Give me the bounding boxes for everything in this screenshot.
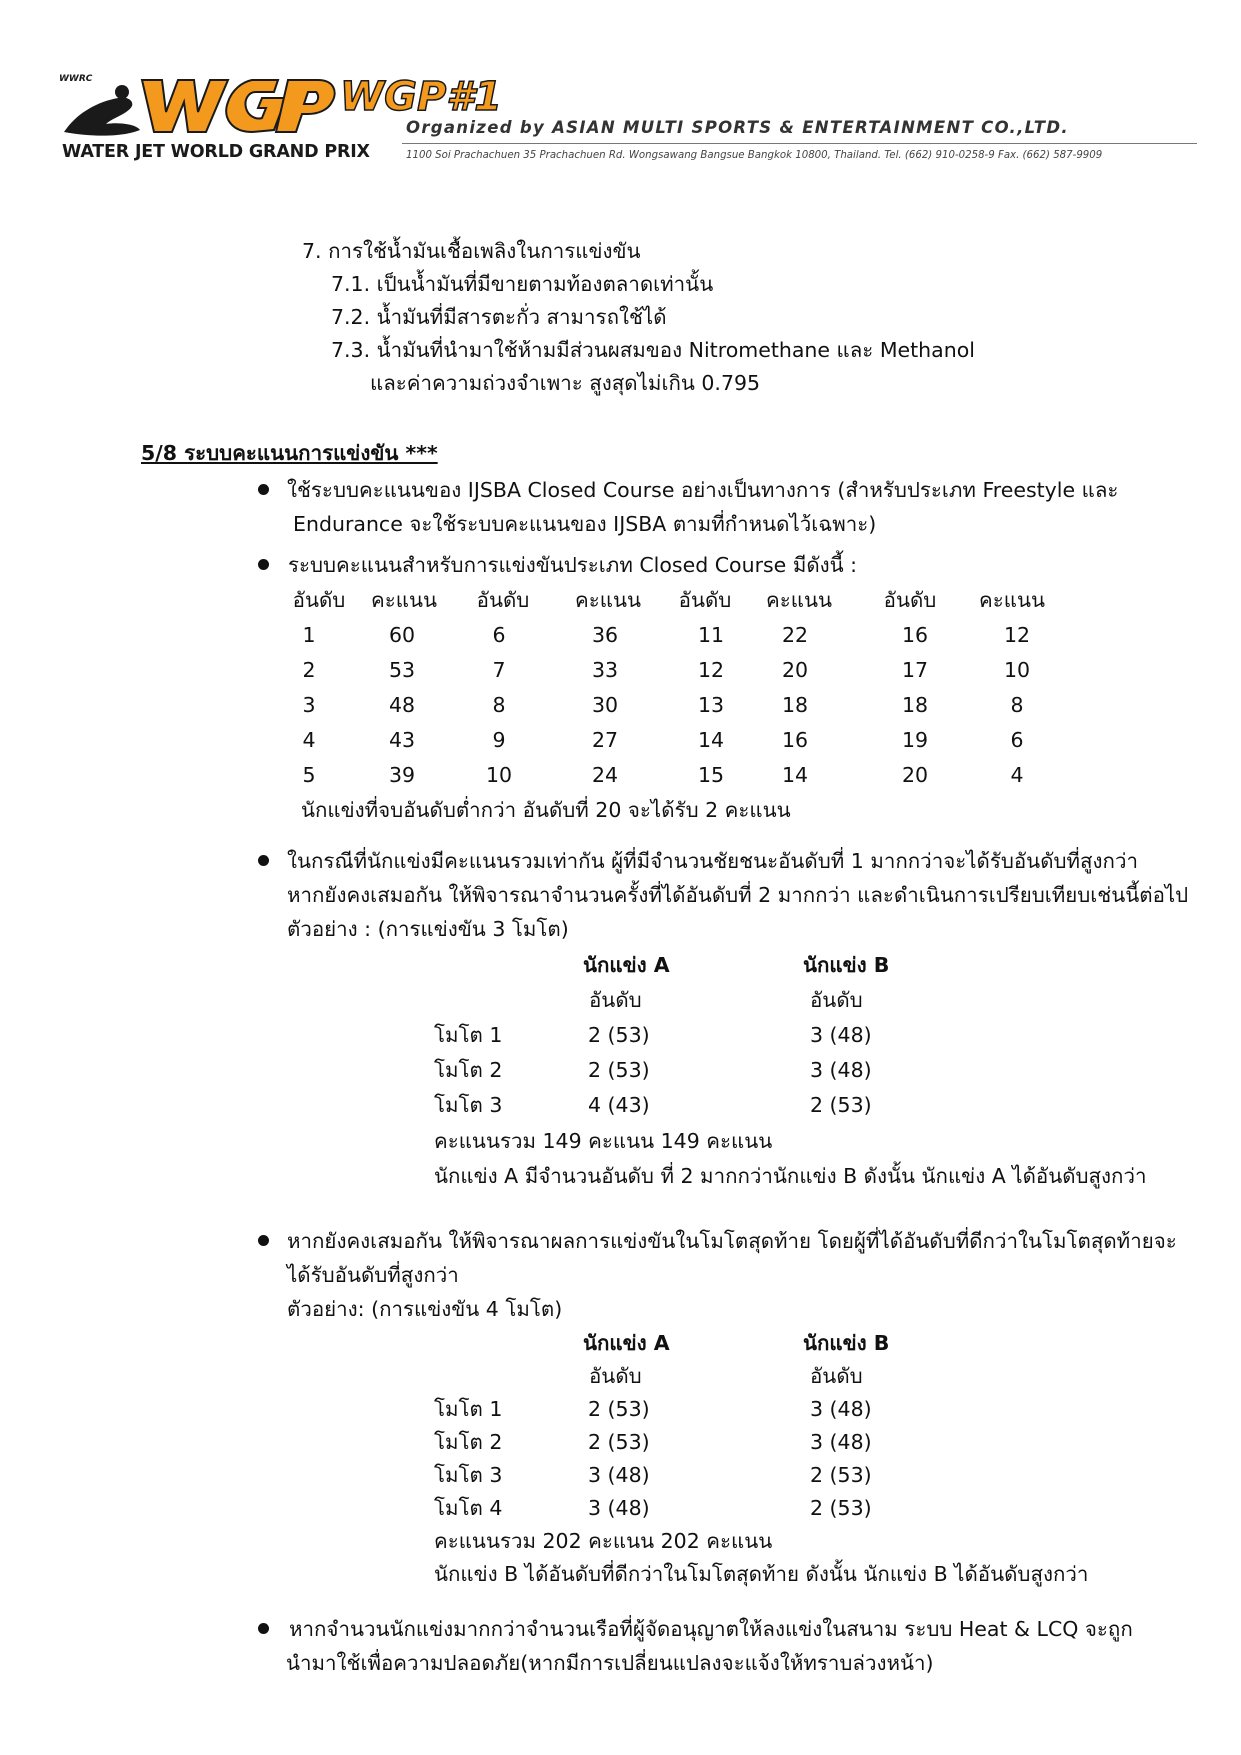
points-cell: 39	[388, 763, 416, 787]
points-cell: 7	[492, 658, 506, 682]
points-cell: 27	[591, 728, 619, 752]
points-cell: 5	[302, 763, 316, 787]
points-header-rank: อันดับ	[292, 588, 346, 612]
points-cell: 13	[697, 693, 725, 717]
example1-a-result: 4 (43)	[588, 1093, 650, 1117]
example1-moto: โมโต 3	[434, 1093, 503, 1117]
organizer-text: Organized by ASIAN MULTI SPORTS & ENTERTAINMENT CO.,LTD.	[406, 118, 1069, 137]
logo-main-text: WGP#1	[340, 74, 502, 120]
b5-line-2: นำมาใช้เพื่อความปลอดภัย(หากมีการเปลี่ยนแปลงจะแจ้งให้ทราบล่วงหน้า)	[286, 1651, 934, 1675]
points-cell: 17	[901, 658, 929, 682]
points-header-rank: อันดับ	[678, 588, 732, 612]
example2-rider-a: นักแข่ง A	[583, 1331, 670, 1355]
points-cell: 53	[388, 658, 416, 682]
points-cell: 14	[697, 728, 725, 752]
points-cell: 1	[302, 623, 316, 647]
points-cell: 12	[697, 658, 725, 682]
example2-result: นักแข่ง B ได้อันดับที่ดีกว่าในโมโตสุดท้าย ดังนั้น นักแข่ง B ได้อันดับสูงกว่า	[434, 1562, 1089, 1586]
points-cell: 16	[901, 623, 929, 647]
points-cell: 24	[591, 763, 619, 787]
points-cell: 10	[485, 763, 513, 787]
fuel-item-2: 7.2. น้ำมันที่มีสารตะกั่ว สามารถใช้ได้	[331, 305, 667, 329]
bullet-icon	[258, 559, 269, 570]
points-cell: 4	[1010, 763, 1024, 787]
points-header-rank: อันดับ	[476, 588, 530, 612]
points-header-points: คะแนน	[575, 588, 641, 612]
bullet-icon	[258, 1623, 269, 1634]
points-header-points: คะแนน	[766, 588, 832, 612]
bullet-icon	[258, 855, 269, 866]
header-divider	[402, 143, 1197, 144]
example1-b-result: 2 (53)	[810, 1093, 872, 1117]
example2-b-result: 2 (53)	[810, 1496, 872, 1520]
example1-result: นักแข่ง A มีจำนวนอันดับ ที่ 2 มากกว่านักแข่ง B ดังนั้น นักแข่ง A ได้อันดับสูงกว่า	[434, 1164, 1147, 1188]
example2-rank-a: อันดับ	[589, 1364, 642, 1388]
b3-line-2: หากยังคงเสมอกัน ให้พิจารณาจำนวนครั้งที่ได้อันดับที่ 2 มากกว่า และดำเนินการเปรียบเทียบเช่นนี้ต่อไป	[287, 883, 1189, 907]
fuel-item-3-cont: และค่าความถ่วงจำเพาะ สูงสุดไม่เกิน 0.795	[370, 371, 761, 395]
fuel-item-1: 7.1. เป็นน้ำมันที่มีขายตามท้องตลาดเท่านั้น	[331, 272, 714, 296]
wgp-logo	[56, 72, 502, 168]
points-cell: 14	[781, 763, 809, 787]
points-cell: 20	[901, 763, 929, 787]
logo-small-text: WWRC	[59, 74, 93, 84]
example2-b-result: 3 (48)	[810, 1430, 872, 1454]
example2-moto: โมโต 4	[434, 1496, 503, 1520]
example1-rider-a: นักแข่ง A	[583, 953, 670, 977]
b1-line-2: Endurance จะใช้ระบบคะแนนของ IJSBA ตามที่กำหนดไว้เฉพาะ)	[293, 512, 877, 536]
points-cell: 18	[901, 693, 929, 717]
example1-rank-b: อันดับ	[810, 988, 863, 1012]
logo-caption: WATER JET WORLD GRAND PRIX	[62, 142, 370, 162]
example2-a-result: 3 (48)	[588, 1463, 650, 1487]
points-cell: 12	[1003, 623, 1031, 647]
points-cell: 4	[302, 728, 316, 752]
section-title: 5/8 ระบบคะแนนการแข่งขัน ***	[141, 441, 438, 465]
example2-a-result: 2 (53)	[588, 1430, 650, 1454]
points-cell: 10	[1003, 658, 1031, 682]
example2-moto: โมโต 3	[434, 1463, 503, 1487]
points-cell: 48	[388, 693, 416, 717]
points-cell: 20	[781, 658, 809, 682]
b4-line-2: ได้รับอันดับที่สูงกว่า	[287, 1263, 459, 1287]
example2-total: คะแนนรวม 202 คะแนน 202 คะแนน	[434, 1529, 773, 1553]
example2-b-result: 2 (53)	[810, 1463, 872, 1487]
points-cell: 19	[901, 728, 929, 752]
points-cell: 6	[492, 623, 506, 647]
b3-example: ตัวอย่าง : (การแข่งขัน 3 โมโต)	[287, 917, 569, 941]
points-cell: 22	[781, 623, 809, 647]
points-header-points: คะแนน	[371, 588, 437, 612]
example2-moto: โมโต 2	[434, 1430, 503, 1454]
points-cell: 30	[591, 693, 619, 717]
points-header-rank: อันดับ	[883, 588, 937, 612]
points-cell: 2	[302, 658, 316, 682]
b1-line-1: ใช้ระบบคะแนนของ IJSBA Closed Course อย่างเป็นทางการ (สำหรับประเภท Freestyle และ	[287, 478, 1119, 502]
points-header-points: คะแนน	[979, 588, 1045, 612]
points-cell: 8	[492, 693, 506, 717]
points-cell: 36	[591, 623, 619, 647]
b4-example: ตัวอย่าง: (การแข่งขัน 4 โมโต)	[287, 1297, 563, 1321]
points-cell: 18	[781, 693, 809, 717]
b2-line-1: ระบบคะแนนสำหรับการแข่งขันประเภท Closed Course มีดังนี้ :	[288, 553, 858, 577]
example2-moto: โมโต 1	[434, 1397, 503, 1421]
address-text: 1100 Soi Prachachuen 35 Prachachuen Rd. Wongsawang Bangsue Bangkok 10800, Thailand. Tel. (662) 910-0258-9 Fax. (662) 587-9909	[406, 150, 1103, 161]
example2-rank-b: อันดับ	[810, 1364, 863, 1388]
example2-rider-b: นักแข่ง B	[803, 1331, 890, 1355]
points-cell: 60	[388, 623, 416, 647]
example2-b-result: 3 (48)	[810, 1397, 872, 1421]
fuel-heading: 7. การใช้น้ำมันเชื้อเพลิงในการแข่งขัน	[302, 239, 641, 263]
example1-b-result: 3 (48)	[810, 1058, 872, 1082]
points-cell: 15	[697, 763, 725, 787]
points-cell: 33	[591, 658, 619, 682]
example1-rank-a: อันดับ	[589, 988, 642, 1012]
example1-a-result: 2 (53)	[588, 1058, 650, 1082]
points-cell: 16	[781, 728, 809, 752]
example1-total: คะแนนรวม 149 คะแนน 149 คะแนน	[434, 1129, 773, 1153]
points-cell: 6	[1010, 728, 1024, 752]
points-cell: 8	[1010, 693, 1024, 717]
bullet-icon	[258, 484, 269, 495]
b4-line-1: หากยังคงเสมอกัน ให้พิจารณาผลการแข่งขันในโมโตสุดท้าย โดยผู้ที่ได้อันดับที่ดีกว่าในโมโตสุดท้ายจะ	[287, 1229, 1177, 1253]
example1-rider-b: นักแข่ง B	[803, 953, 890, 977]
fuel-item-3: 7.3. น้ำมันที่นำมาใช้ห้ามมีส่วนผสมของ Nitromethane และ Methanol	[331, 338, 975, 362]
points-cell: 9	[492, 728, 506, 752]
b5-line-1: หากจำนวนนักแข่งมากกว่าจำนวนเรือที่ผู้จัดอนุญาตให้ลงแข่งในสนาม ระบบ Heat & LCQ จะถูก	[289, 1617, 1133, 1641]
example1-moto: โมโต 1	[434, 1023, 503, 1047]
example1-b-result: 3 (48)	[810, 1023, 872, 1047]
points-cell: 11	[697, 623, 725, 647]
b3-line-1: ในกรณีที่นักแข่งมีคะแนนรวมเท่ากัน ผู้ที่มีจำนวนชัยชนะอันดับที่ 1 มากกว่าจะได้รับอันดับที่สูงกว่า	[287, 849, 1138, 873]
points-cell: 43	[388, 728, 416, 752]
points-note: นักแข่งที่จบอันดับต่ำกว่า อันดับที่ 20 จะได้รับ 2 คะแนน	[301, 798, 791, 822]
bullet-icon	[258, 1235, 269, 1246]
points-cell: 3	[302, 693, 316, 717]
example1-moto: โมโต 2	[434, 1058, 503, 1082]
example2-a-result: 2 (53)	[588, 1397, 650, 1421]
example2-a-result: 3 (48)	[588, 1496, 650, 1520]
example1-a-result: 2 (53)	[588, 1023, 650, 1047]
